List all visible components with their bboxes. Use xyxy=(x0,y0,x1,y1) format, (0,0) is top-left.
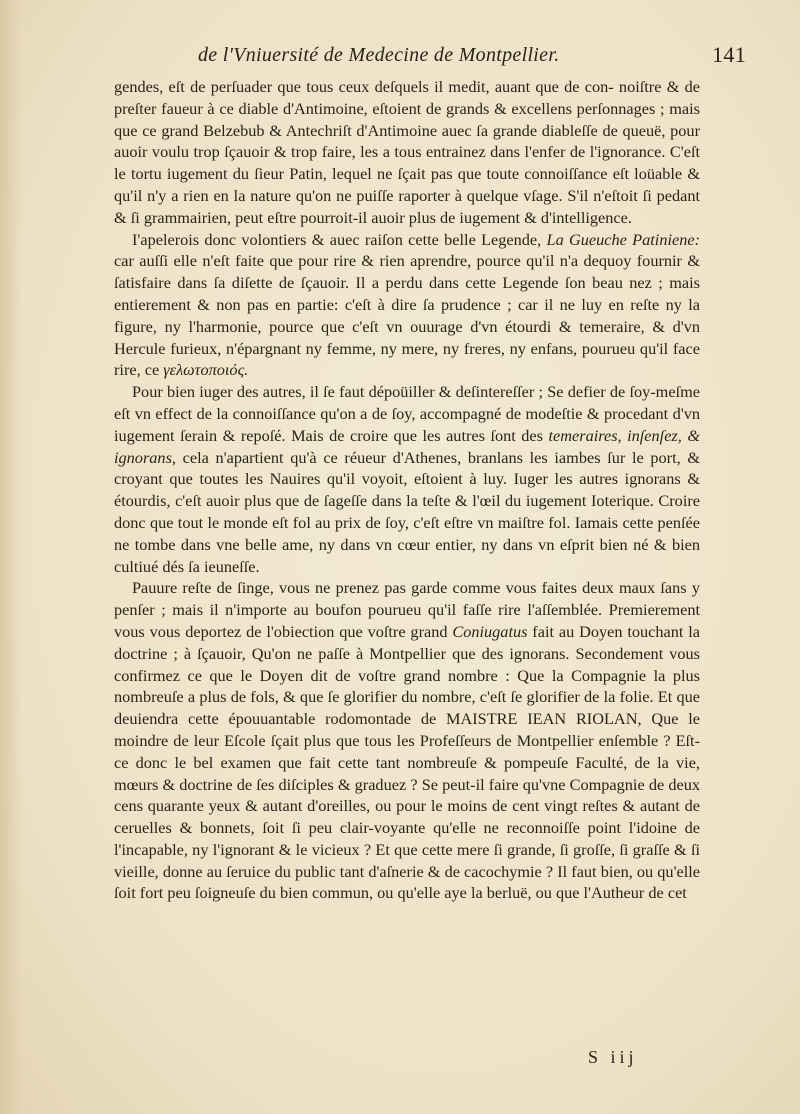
page-header xyxy=(198,42,746,74)
page-number: 141 xyxy=(712,42,746,67)
paragraph xyxy=(114,577,700,904)
paragraph xyxy=(114,76,700,229)
page-gutter-shadow xyxy=(0,0,22,1114)
paragraph xyxy=(114,381,700,577)
italic-text: temeraires, inſenſez, & ignorans xyxy=(114,425,700,467)
text-run: fait au Doyen touchant la doctrine ; à ſçauoir, Qu'on ne paſſe à Montpellier que des ignorans. Secondement vous confirmez ce que le Doyen dit de voſtre grand nombre : Que la Compagnie la plus nombreuſe a plus de fols, & que ſe glorifier du nombre, c'eſt ſe glorifier de la folie. Et que deuiendra cette épouuantable rodomontade de MAISTRE IEAN RIOLAN, Que le moindre de leur Eſcole ſçait plus que tous les Profeſſeurs de Montpellier enſemble ? Eſt-ce donc le bel examen que fait cette tant nombreuſe & pompeuſe Faculté, de la vie, mœurs & doctrine de ſes diſciples & graduez ? Se peut-il faire qu'vne Compagnie de deux cens quarante yeux & autant d'oreilles, ou pour le moins de cent vingt reſtes & autant de ceruelles & bonnets, ſoit ſi peu clair-voyante qu'elle ne reconnoiſſe point l'idoine de l'incapable, ny l'ignorant & le vicieux ? Et que cette mere ſi grande, ſi groſſe, ſi graſſe & ſi vieille, donne au ſeruice du public tant d'aſnerie & de cacochymie ? Il faut bien, ou qu'elle ſoit fort peu ſoigneuſe du bien commun, ou qu'elle aye la berluë, ou que l'Autheur de cet xyxy=(114,621,700,903)
text-run: Pauure reſte de ſinge, vous ne prenez pas garde comme vous faites deux maux ſans y penſer ; mais il n'importe au boufon pourueu qu'il faſſe rire l'aſſemblée. Premierement vous vous deportez de l'obiection que voſtre grand xyxy=(114,578,700,641)
running-title: de l'Vniuersité de Medecine de Montpellier. xyxy=(198,44,560,66)
text-run: I'apelerois donc volontiers & auec raiſon cette belle Legende, xyxy=(132,229,547,249)
body-text xyxy=(114,76,700,904)
text-run: gendes, eſt de perſuader que tous ceux deſquels il medit, auant que de con- noiſtre & de preſter faueur à ce diable d'Antimoine, eſtoient de grands & excellens perſonnages ; mais que ce grand Belzebub & Antechriſt d'Antimoine auec ſa grande diableſſe de queuë, pour auoir voulu trop ſçauoir & trop faire, les a tous entrainez dans l'enfer de l'ignorance. C'eſt le tortu iugement du ſieur Patin, lequel ne ſçait pas que toute connoiſſance eſt loüable & qu'il n'y a rien en la nature qu'on ne puiſſe raporter à quelque vſage. S'il n'eſtoit ſi pedant & ſi grammairien, peut eſtre pourroit-il auoir plus de iugement & d'intelligence. xyxy=(114,77,700,227)
text-run: Pour bien iuger des autres, il ſe faut dépoüiller & deſintereſſer ; Se defier de ſoy-meſme eſt vn effect de la connoiſſance qu'on a de ſoy, accompagné de modeſtie & procedant d'vn iugement ſerain & repoſé. Mais de croire que les autres ſont des xyxy=(114,382,700,445)
paragraph xyxy=(114,229,700,382)
italic-text: Coniugatus xyxy=(452,621,528,641)
italic-text: γελωτοποιός. xyxy=(163,360,249,380)
text-run: car auſſi elle n'eſt faite que pour rire & rien aprendre, pource qu'il n'a dequoy fournir & ſatisfaire dans ſa diſette de ſçauoir. Il a perdu dans cette Legende ſon beau nez ; mais entierement & non pas en partie: c'eſt à dire ſa prudence ; car il ne luy en reſte ny la figure, ny l'harmonie, pource que c'eſt vn ouurage d'vn étourdi & temeraire, & d'vn Hercule furieux, n'épargnant ny femme, ny mere, ny freres, ny enfans, pourueu qu'il face rire, ce xyxy=(114,251,700,380)
signature-mark: S iij xyxy=(588,1047,638,1067)
italic-text: La Gueuche Patiniene: xyxy=(546,229,700,249)
text-run: , cela n'apartient qu'à ce réueur d'Athenes, branlans les iambes ſur le port, & croyant que toutes les Nauires qu'il voyoit, eſtoient à luy. Iuger les autres ignorans & étourdis, c'eſt auoir plus que de ſageſſe dans la teſte & l'œil du iugement Ioterique. Croire donc que tout le monde eſt fol au prix de ſoy, c'eſt eſtre vn maiſtre fol. Iamais cette penſée ne tombe dans vne belle ame, ny dans vn cœur entier, ny dans vn eſprit bien né & bien cultiué dés ſa ieuneſſe. xyxy=(114,447,700,576)
